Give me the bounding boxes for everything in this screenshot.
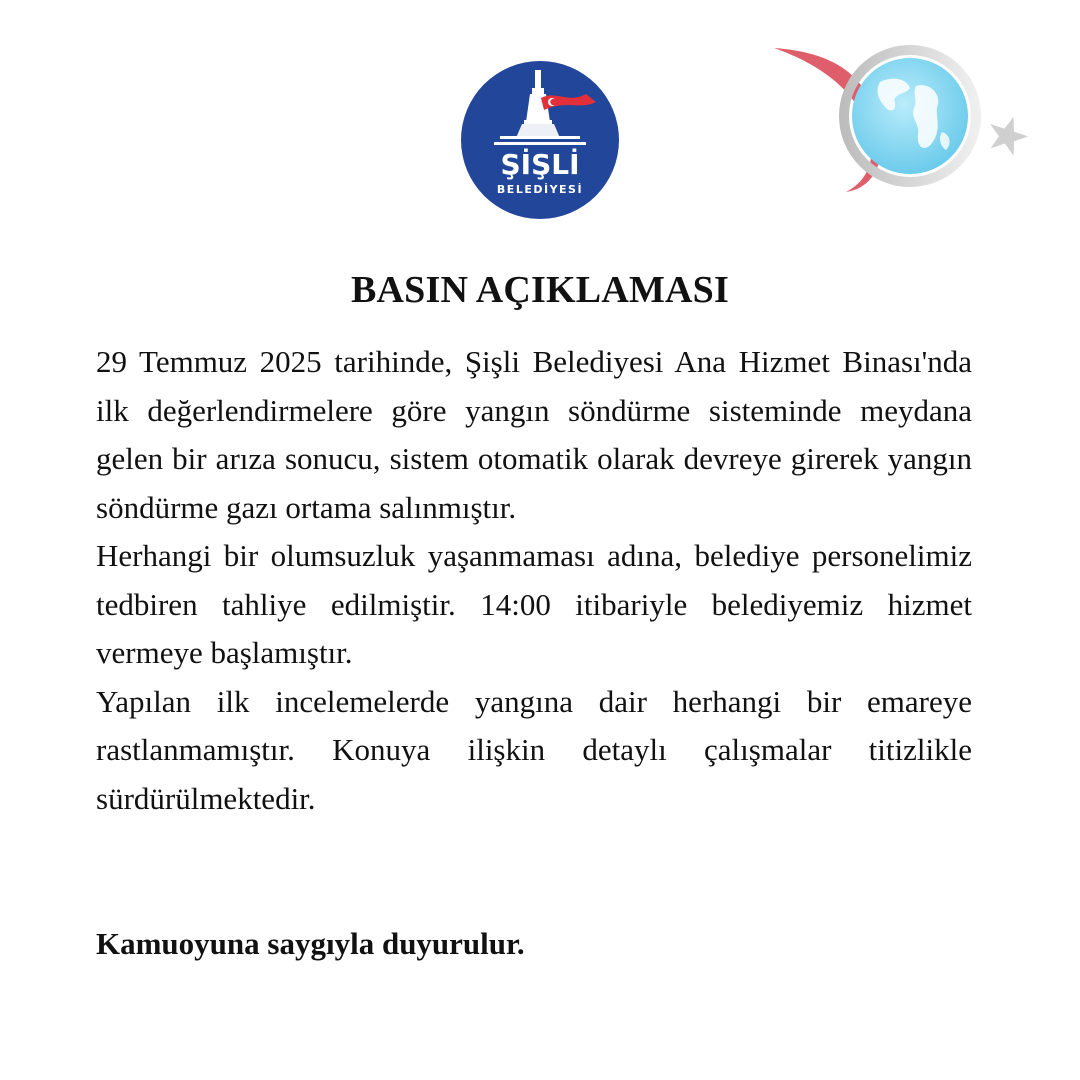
sisli-logo-graphic [460, 60, 620, 220]
paragraph-2: Herhangi bir olumsuzluk yaşanmaması adına, belediye personelimiz tedbiren tahliye edilmiştir. 14:00 itibariyle belediyemiz hizmet vermeye başlamıştır. [96, 538, 972, 670]
paragraph-1: 29 Temmuz 2025 tarihinde, Şişli Belediyesi Ana Hizmet Binası'nda ilk değerlendirmelere göre yangın söndürme sisteminde meydana gelen bir arıza sonucu, sistem otomatik olarak devreye girerek yangın söndürme gazı ortama salınmıştır. [96, 344, 972, 525]
globe-crescent-emblem [770, 42, 1042, 194]
closing-statement: Kamuoyuna saygıyla duyurulur. [96, 926, 525, 961]
document-body [96, 338, 972, 823]
globe-emblem-icon [770, 42, 1042, 194]
document-title: BASIN AÇIKLAMASI [350, 269, 729, 311]
logo-name-text: ŞİŞLİ [500, 148, 580, 181]
paragraph-3: Yapılan ilk incelemelerde yangına dair herhangi bir emareye rastlanmamıştır. Konuya ilişkin detaylı çalışmalar titizlikle sürdürülmektedir. [96, 683, 972, 816]
sisli-belediyesi-logo [460, 60, 620, 220]
logo-subtext: BELEDİYESİ [496, 183, 584, 196]
